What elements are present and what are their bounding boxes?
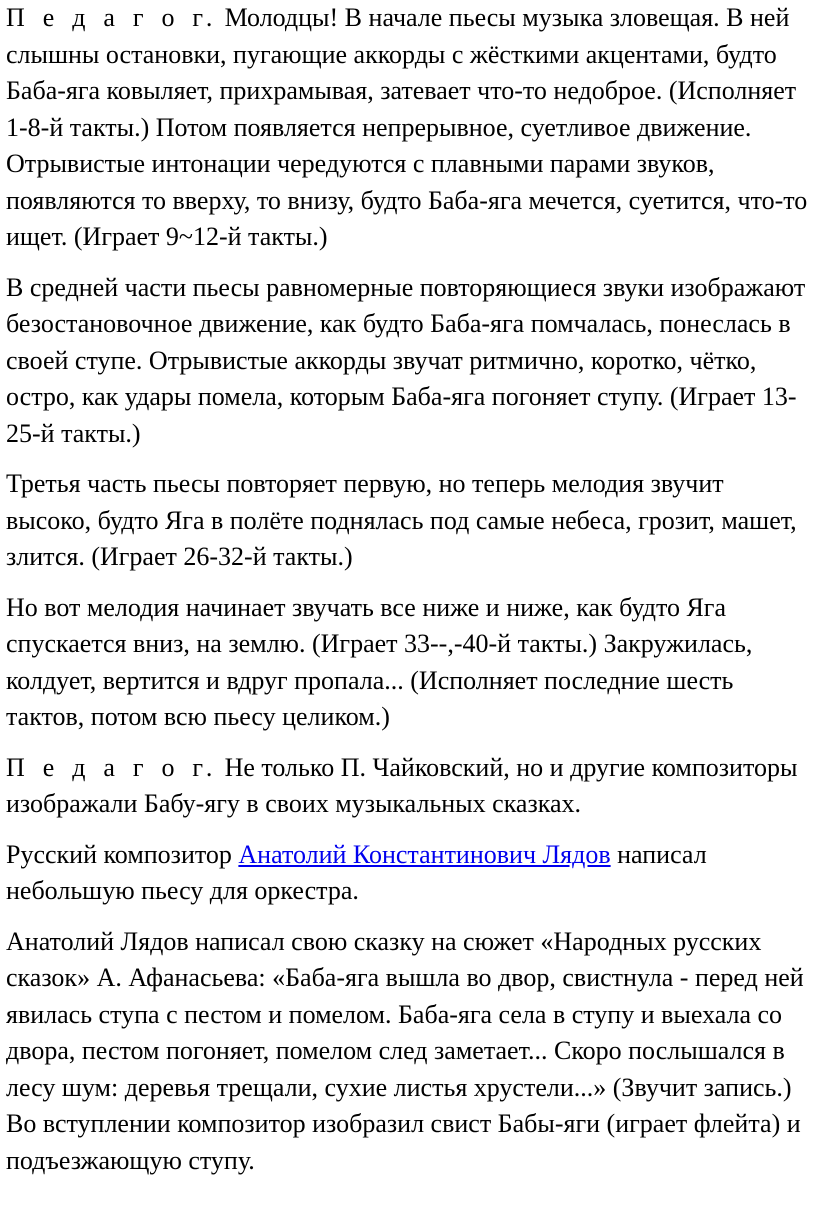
composer-link[interactable]: Анатолий Константинович Лядов [238, 839, 611, 869]
paragraph-text: Не только П. Чайковский, но и другие композиторы изображали Бабу-ягу в своих музыкальных сказках. [6, 752, 798, 818]
speaker-label: П е д а г о г. [6, 3, 219, 32]
paragraph-descent: Но вот мелодия начинает звучать все ниже и ниже, как будто Яга спускается вниз, на землю. (Играет 33--,-40-й такты.) Закружилась, колдует, вертится и вдруг пропала... (Исполняет последние шесть тактов, потом всю пьесу целиком.) [6, 592, 753, 731]
paragraph-text-before-link: Русский композитор [6, 839, 239, 869]
speaker-label: П е д а г о г. [6, 752, 219, 782]
paragraph-text-after-link: написал небольшую пьесу для оркестра. [6, 839, 707, 905]
paragraph-other-composers [6, 750, 814, 823]
document-page [6, 0, 814, 1193]
paragraph-intro [6, 0, 814, 256]
paragraph-third-part: Третья часть пьесы повторяет первую, но теперь мелодия звучит высоко, будто Яга в полёте поднялась под самые небеса, грозит, машет, злится. (Играет 26-32-й такты.) [6, 469, 797, 571]
paragraph-middle-part: В средней части пьесы равномерные повторяющиеся звуки изображают безостановочное движение, как будто Баба-яга помчалась, понеслась в своей ступе. Отрывистые аккорды звучат ритмично, коротко, чётко, остро, как удары помела, которым Баба-яга погоняет ступу. (Играет 13-25-й такты.) [6, 272, 806, 448]
paragraph-text: Молодцы! В начале пьесы музыка зловещая. В ней слышны остановки, пугающие аккорды с жёсткими акцентами, будто Баба-яга ковыляет, прихрамывая, затевает что-то недоброе. (Исполняет 1-8-й такты.) Потом появляется непрерывное, суетливое движение. Отрывистые интонации чередуются с плавными парами звуков, появляются то вверху, то внизу, будто Баба-яга мечется, суетится, что-то ищет. (Играет 9~12-й такты.) [6, 3, 808, 251]
paragraph-lyadov-tale: Анатолий Лядов написал свою сказку на сюжет «Народных русских сказок» А. Афанасьева: «Баба-яга вышла во двор, свистнула - перед ней явилась ступа с пестом и помелом. Баба-яга села в ступу и выехала со двора, пестом погоняет, помелом след заметает... Скоро послышался в лесу шум: деревья трещали, сухие листья хрустели...» (Звучит запись.) Во вступлении композитор изобразил свист Бабы-яги (играет флейта) и подъезжающую ступу. [6, 926, 804, 1175]
paragraph-lyadov-intro [6, 837, 814, 910]
